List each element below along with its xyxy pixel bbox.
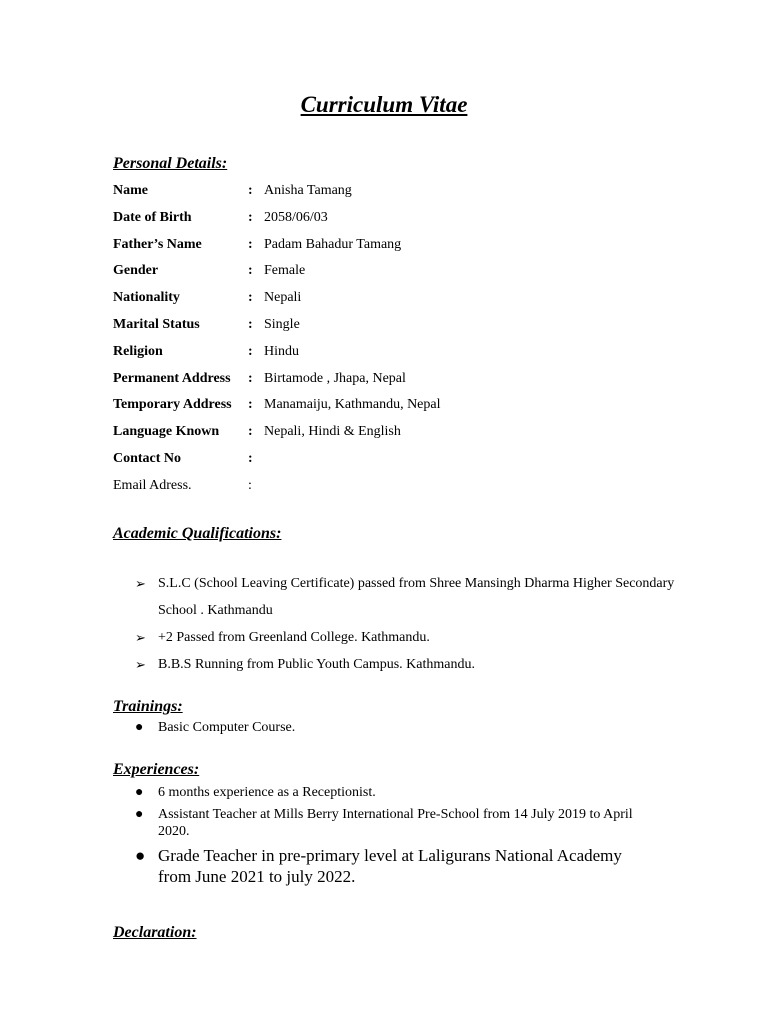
detail-label: Marital Status [113,316,200,332]
list-item [135,624,675,651]
detail-colon: : [248,370,253,386]
list-item-text: B.B.S Running from Public Youth Campus. Kathmandu. [158,657,475,672]
detail-colon: : [248,477,252,493]
detail-label: Religion [113,343,163,359]
trainings-list [135,719,655,741]
detail-value: Nepali [264,290,302,306]
list-item-text: Basic Computer Course. [158,720,296,735]
detail-value: Anisha Tamang [264,183,352,198]
detail-row-religion [113,344,673,371]
bullet-icon: ● [135,785,144,800]
detail-colon: : [248,450,253,466]
experiences-list [135,784,655,892]
bullet-icon: ● [135,720,144,735]
detail-label: Language Known [113,424,220,440]
detail-row-nationality [113,290,673,317]
list-item [135,806,655,840]
detail-row-marital-status [113,317,673,344]
personal-details-heading: Personal Details: [113,155,228,172]
detail-value: Padam Bahadur Tamang [264,236,402,252]
detail-colon: : [248,236,253,252]
list-item-text: S.L.C (School Leaving Certificate) passed from Shree Mansingh Dharma Higher Secondary School . Kathmandu [158,576,675,618]
bullet-icon: ● [135,807,144,822]
arrow-bullet-icon: ➢ [135,576,146,591]
detail-label: Nationality [113,290,180,306]
detail-row-gender [113,263,673,290]
list-item-text: 6 months experience as a Receptionist. [158,785,376,800]
detail-colon: : [248,397,253,413]
list-item-text: Grade Teacher in pre-primary level at Laligurans National Academy from June 2021 to july 2022. [158,846,622,886]
detail-label: Temporary Address [113,397,232,413]
detail-label: Permanent Address [113,370,231,386]
detail-row-permanent-address [113,371,673,398]
detail-value: Hindu [264,343,299,359]
detail-value: Birtamode , Jhapa, Nepal [264,370,406,386]
detail-row-language-known [113,424,673,451]
detail-value: Nepali, Hindi & English [264,424,401,440]
detail-colon: : [248,290,253,306]
detail-colon: : [248,183,253,198]
detail-label: Father’s Name [113,236,202,252]
detail-row-fathers-name [113,237,673,264]
detail-row-email [113,478,673,505]
detail-row-date-of-birth [113,210,673,237]
detail-row-temporary-address [113,397,673,424]
list-item-text: Assistant Teacher at Mills Berry International Pre-School from 14 July 2019 to April 2020. [158,807,633,839]
detail-row-name [113,183,673,210]
list-item [135,845,655,887]
detail-colon: : [248,263,253,279]
arrow-bullet-icon: ➢ [135,630,146,645]
declaration-heading: Declaration: [113,924,197,941]
detail-value: Single [264,316,300,332]
list-item [135,784,655,801]
detail-colon: : [248,209,253,225]
list-item [135,570,675,624]
trainings-heading: Trainings: [113,698,183,715]
personal-details-table [113,183,673,505]
detail-colon: : [248,316,253,332]
academic-qualifications-list [135,570,675,678]
page-title: Curriculum Vitae [300,92,468,117]
academic-qualifications-heading: Academic Qualifications: [113,525,282,542]
list-item [135,719,655,736]
detail-value: Female [264,263,306,279]
arrow-bullet-icon: ➢ [135,657,146,672]
detail-label: Contact No [113,450,182,466]
list-item-text: +2 Passed from Greenland College. Kathmandu. [158,630,430,645]
list-item [135,651,675,678]
experiences-heading: Experiences: [113,761,200,778]
detail-value: 2058/06/03 [264,209,328,225]
bullet-icon: ● [135,846,146,865]
detail-row-contact-no [113,451,673,478]
detail-label: Email Adress. [113,477,192,493]
detail-colon: : [248,424,253,440]
detail-value: Manamaiju, Kathmandu, Nepal [264,397,441,413]
detail-colon: : [248,343,253,359]
detail-label: Date of Birth [113,209,192,225]
detail-label: Gender [113,263,159,279]
detail-label: Name [113,183,148,198]
